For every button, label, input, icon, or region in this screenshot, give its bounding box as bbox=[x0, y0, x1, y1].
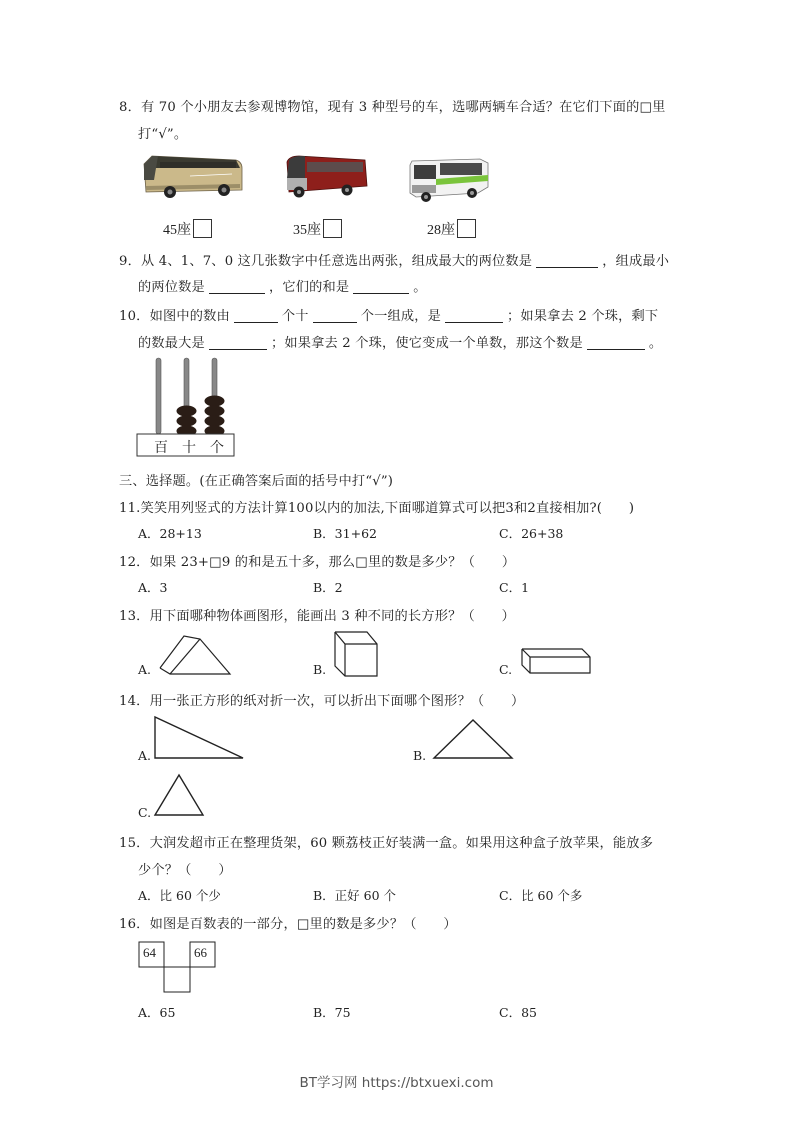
q12-option-b[interactable]: B．2 bbox=[313, 580, 343, 595]
q8-bus-45-label bbox=[163, 219, 212, 239]
abacus-label-tens: 十 bbox=[182, 440, 196, 456]
q9-text: 9．从 4、1、7、0 这几张数字中任意选出两张，组成最大的两位数是 bbox=[119, 254, 533, 269]
q14-option-b[interactable]: B. bbox=[413, 748, 427, 763]
triangular-prism-icon bbox=[158, 632, 233, 677]
q15-text-line1: 15．大润发超市正在整理货架，60 颗荔枝正好装满一盒。如果用这种盒子放苹果，能放多 bbox=[119, 836, 654, 851]
q9-blank-smallest[interactable] bbox=[209, 279, 265, 294]
q11-option-c[interactable]: C．26+38 bbox=[499, 526, 564, 541]
q8-text-line2: 打“√”。 bbox=[138, 127, 188, 142]
hundreds-cell-66: 66 bbox=[194, 945, 207, 960]
abacus-label-hundreds: 百 bbox=[154, 440, 168, 456]
q9-text-line1 bbox=[119, 250, 669, 269]
hundreds-cell-64: 64 bbox=[143, 945, 156, 960]
q10-blank-tens[interactable] bbox=[234, 308, 278, 323]
cuboid-icon bbox=[520, 647, 595, 675]
q14-option-a[interactable]: A. bbox=[138, 748, 152, 763]
q8-bus-28-label bbox=[427, 219, 476, 239]
q10-text: 10．如图中的数由 bbox=[119, 309, 230, 324]
q16-option-a[interactable]: A．65 bbox=[138, 1005, 176, 1020]
q10-text-line1 bbox=[119, 305, 658, 324]
bus-seat-label: 28座 bbox=[427, 223, 455, 238]
q10-text-line2 bbox=[138, 332, 662, 351]
q13-option-a[interactable]: A. bbox=[138, 662, 152, 677]
q12-option-a[interactable]: A．3 bbox=[138, 580, 168, 595]
q9-text-line2 bbox=[138, 276, 427, 295]
footer-watermark: BT学习网 https://btxuexi.com bbox=[299, 1075, 494, 1091]
q15-option-b[interactable]: B．正好 60 个 bbox=[313, 888, 397, 903]
right-triangle-icon bbox=[153, 715, 248, 761]
q12-option-c[interactable]: C．1 bbox=[499, 580, 530, 595]
q10-blank-number[interactable] bbox=[445, 308, 503, 323]
abacus-label-ones: 个 bbox=[210, 440, 224, 456]
bus-seat-label: 45座 bbox=[163, 223, 191, 238]
isosceles-triangle-wide-icon bbox=[432, 717, 517, 761]
q13-option-b[interactable]: B. bbox=[313, 662, 327, 677]
minibus-green-white-icon bbox=[408, 155, 490, 203]
q9-blank-largest[interactable] bbox=[536, 253, 598, 268]
q9-text: 。 bbox=[413, 280, 427, 295]
tour-bus-beige-icon bbox=[140, 152, 245, 202]
q15-text-line2: 少个？（ ） bbox=[138, 863, 232, 878]
q10-text: ；如果拿去 2 个珠，使它变成一个单数，那这个数是 bbox=[270, 336, 583, 351]
q8-checkbox-28[interactable] bbox=[457, 219, 476, 238]
q8-text-line1: 8．有 70 个小朋友去参观博物馆，现有 3 种型号的车，选哪两辆车合适？在它们下面的□里 bbox=[119, 100, 666, 115]
q8-checkbox-35[interactable] bbox=[323, 219, 342, 238]
coach-bus-red-icon bbox=[285, 152, 370, 200]
q11-option-b[interactable]: B．31+62 bbox=[313, 526, 377, 541]
bus-seat-label: 35座 bbox=[293, 223, 321, 238]
q14-option-c[interactable]: C. bbox=[138, 805, 152, 820]
q13-text: 13．用下面哪种物体画图形，能画出 3 种不同的长方形？（ ） bbox=[119, 609, 516, 624]
q13-option-c[interactable]: C. bbox=[499, 662, 513, 677]
q10-blank-ones[interactable] bbox=[313, 308, 357, 323]
q16-option-c[interactable]: C．85 bbox=[499, 1005, 537, 1020]
q10-text: 。 bbox=[648, 336, 663, 351]
q10-blank-max[interactable] bbox=[209, 335, 267, 350]
q14-text: 14．用一张正方形的纸对折一次，可以折出下面哪个图形？（ ） bbox=[119, 694, 525, 709]
q16-text: 16．如图是百数表的一部分，□里的数是多少？（ ） bbox=[119, 917, 457, 932]
q10-blank-odd[interactable] bbox=[587, 335, 645, 350]
q16-option-b[interactable]: B．75 bbox=[313, 1005, 351, 1020]
q9-text: ，它们的和是 bbox=[268, 280, 350, 295]
q9-text: 的两位数是 bbox=[138, 280, 205, 295]
q10-text: 个十 bbox=[281, 309, 309, 324]
q15-option-a[interactable]: A．比 60 个少 bbox=[138, 888, 221, 903]
cube-icon bbox=[333, 630, 381, 678]
q9-blank-sum[interactable] bbox=[353, 279, 409, 294]
q12-text: 12．如果 23+□9 的和是五十多，那么□里的数是多少？（ ） bbox=[119, 555, 516, 570]
q11-text: 11.笑笑用列竖式的方法计算100以内的加法,下面哪道算式可以把3和2直接相加?( ) bbox=[119, 501, 635, 516]
section3-title: 三、选择题。(在正确答案后面的括号中打“√”) bbox=[119, 474, 394, 489]
q10-text: 个一组成，是 bbox=[360, 309, 442, 324]
q11-option-a[interactable]: A．28+13 bbox=[138, 526, 202, 541]
q15-option-c[interactable]: C．比 60 个多 bbox=[499, 888, 583, 903]
q8-checkbox-45[interactable] bbox=[193, 219, 212, 238]
q8-bus-35-label bbox=[293, 219, 342, 239]
isosceles-triangle-tall-icon bbox=[153, 772, 208, 818]
q10-text: ；如果拿去 2 个珠，剩下 bbox=[507, 309, 659, 324]
q10-text: 的数最大是 bbox=[138, 336, 205, 351]
q9-text: ，组成最小 bbox=[602, 254, 670, 269]
